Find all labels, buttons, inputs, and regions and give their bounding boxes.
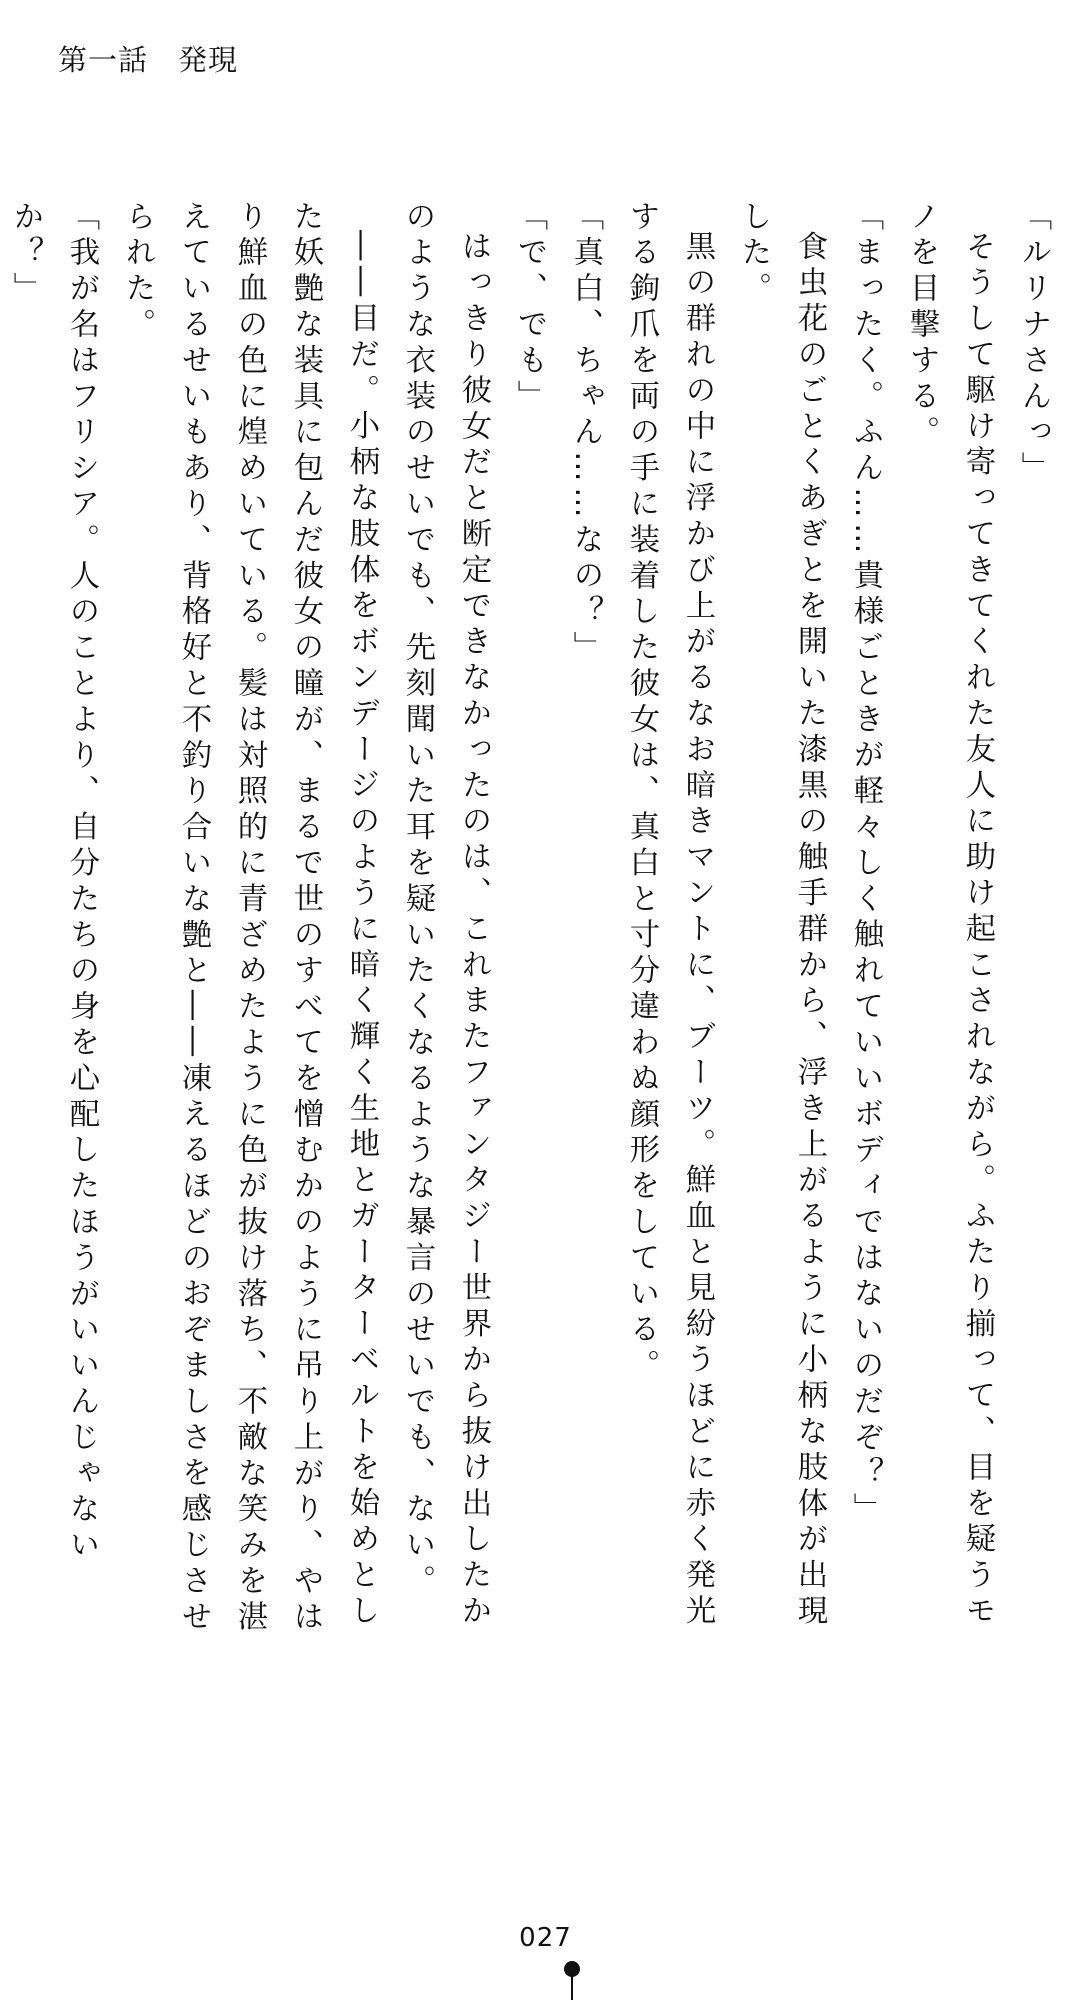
paragraph-dialogue: 「まったく。ふん……貴様ごときが軽々しく触れていいボディではないのだぞ？」 [848, 200, 883, 1529]
paragraph-dialogue: 「我が名はフリシア。人のことより、自分たちの身を心配したほうがいいんじゃないか？」 [8, 200, 99, 1565]
paragraph-narration: そうして駆け寄ってきてくれた友人に助け起こされながら。ふたり揃って、目を疑うモノを目撃する。 [904, 200, 995, 1631]
chapter-title: 第一話 発現 [58, 43, 239, 77]
paragraph-dialogue: 「で、でも」 [512, 200, 547, 416]
page-number: 027 [519, 1923, 572, 1953]
marker-stem [571, 1975, 573, 2000]
paragraph-narration: はっきり彼女だと断定できなかったのは、これまたファンタジー世界から抜け出したかのような衣装のせいでも、先刻聞いた耳を疑いたくなるような暴言のせいでも、ない。 [400, 200, 491, 1631]
paragraph-dialogue: 「ルリナさんっ」 [1016, 200, 1051, 488]
page-marker-icon [564, 1961, 580, 2000]
paragraph-narration: 黒の群れの中に浮かび上がるなお暗きマントに、ブーツ。鮮血と見紛うほどに赤く発光する鉤爪を両の手に装着した彼女は、真白と寸分違わぬ顔形をしている。 [624, 200, 715, 1631]
paragraph-narration: ――目だ。小柄な肢体をボンデージのように暗く輝く生地とガーターベルトを始めとした妖艶な装具に包んだ彼女の瞳が、まるで世のすべてを憎むかのように吊り上がり、やはり鮮血の色に煌めいている。髪は対照的に青ざめたように色が抜け落ち、不敵な笑みを湛えているせいもあり、背格好と不釣り合いな艶と――凍えるほどのおぞましさを感じさせられた。 [120, 200, 379, 1637]
paragraph-dialogue: 「真白、ちゃん……なの？」 [568, 200, 603, 667]
paragraph-narration: 食虫花のごとくあぎとを開いた漆黒の触手群から、浮き上がるように小柄な肢体が出現した。 [736, 200, 827, 1631]
vertical-text-body [8, 200, 1061, 1640]
